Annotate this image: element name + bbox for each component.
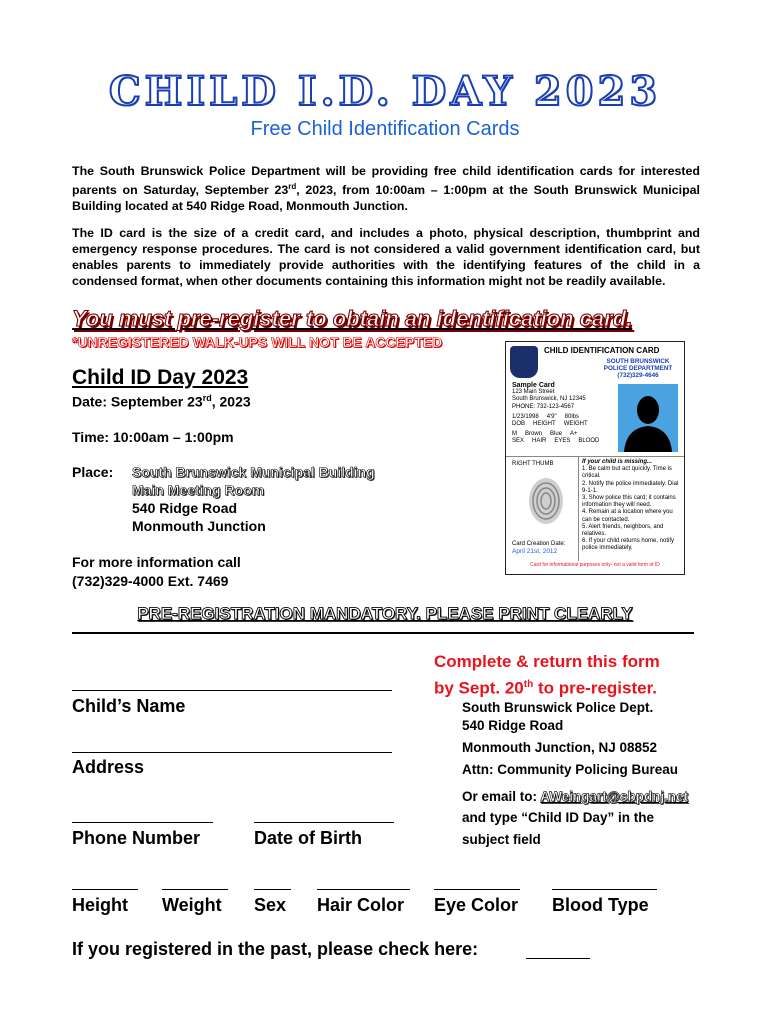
card-dept-phone: (732)329-4646 bbox=[617, 372, 659, 380]
event-info-phone: (732)329-4000 Ext. 7469 bbox=[72, 573, 229, 589]
dob-line[interactable] bbox=[254, 822, 394, 823]
childs-name-line[interactable] bbox=[72, 690, 392, 691]
card-footer: Card for informational purposes only- not a valid form of ID bbox=[530, 562, 660, 568]
mail-addr4: Attn: Community Policing Bureau bbox=[462, 762, 678, 777]
missing-step: 5. Alert friends, neighbors, and relatives. bbox=[582, 523, 664, 538]
height-line[interactable] bbox=[72, 889, 138, 890]
hair-label: Hair Color bbox=[317, 895, 405, 915]
return-line1: Complete & return this form bbox=[434, 652, 660, 671]
event-info-line1: For more information call bbox=[72, 554, 241, 570]
card-hair-lbl: HAIR bbox=[532, 438, 547, 445]
card-creation-date: April 21st, 2012 bbox=[512, 548, 558, 555]
card-blood-lbl: BLOOD bbox=[578, 438, 600, 445]
eye-line[interactable] bbox=[434, 889, 520, 890]
missing-step: 4. Remain at a location where you can be contacted. bbox=[582, 509, 673, 523]
event-place-building: South Brunswick Municipal Building bbox=[132, 464, 375, 480]
card-dept-line1: SOUTH BRUNSWICK bbox=[606, 358, 670, 365]
card-back bbox=[506, 457, 684, 574]
sex-line[interactable] bbox=[254, 889, 291, 890]
card-sex-val: M bbox=[512, 431, 517, 438]
child-photo-icon bbox=[618, 384, 678, 452]
card-dob-lbl: DOB bbox=[512, 421, 526, 428]
card-sample: Sample Card bbox=[512, 382, 555, 389]
card-title: CHILD IDENTIFICATION CARD bbox=[544, 346, 660, 355]
divider bbox=[72, 632, 694, 634]
event-heading: Child ID Day 2023 bbox=[72, 366, 249, 389]
sample-id-card bbox=[505, 341, 685, 575]
card-height-val: 4'9" bbox=[546, 413, 557, 420]
weight-label: Weight bbox=[162, 895, 222, 915]
missing-step: 3. Show police this card; it contains information they will need. bbox=[582, 495, 676, 509]
email-prefix: Or email to: bbox=[462, 789, 541, 804]
card-eyes-val: Blue bbox=[550, 431, 563, 438]
past-registration-check-line[interactable] bbox=[526, 958, 590, 959]
height-label: Height bbox=[72, 895, 128, 915]
card-addr2: South Brunswick, NJ 12345 bbox=[512, 396, 586, 403]
address-line[interactable] bbox=[72, 752, 392, 753]
police-badge-icon bbox=[510, 346, 538, 378]
eye-label: Eye Color bbox=[434, 895, 519, 915]
missing-step: 6. If your child returns home, notify police immediately. bbox=[582, 538, 675, 552]
card-dept-line2: POLICE DEPARTMENT bbox=[603, 365, 673, 373]
card-front bbox=[506, 342, 684, 457]
missing-steps bbox=[582, 459, 682, 553]
card-weight-val: 80lbs bbox=[564, 413, 579, 420]
event-time: Time: 10:00am – 1:00pm bbox=[72, 429, 234, 445]
intro-p1-text-b: , 2023, from 10:00am – 1:00pm at the South Brunswick Municipal Building located at 540 Ridge Road, Monmouth Junction. bbox=[72, 183, 700, 214]
card-blood-val: A+ bbox=[570, 431, 578, 438]
weight-line[interactable] bbox=[162, 889, 228, 890]
card-thumb-label: RIGHT THUMB bbox=[512, 461, 554, 467]
thumbprint-icon bbox=[526, 475, 566, 530]
mail-addr1: South Brunswick Police Dept. bbox=[462, 700, 654, 715]
page-title: CHILD I.D. DAY 2023 bbox=[108, 68, 662, 115]
intro-p1-text: The South Brunswick Police Department will be providing free child identification cards for interested parents on Saturday, September 23 bbox=[72, 164, 700, 198]
mail-addr2: 540 Ridge Road bbox=[462, 718, 564, 733]
card-height-lbl: HEIGHT bbox=[533, 421, 556, 428]
card-sex-lbl: SEX bbox=[512, 438, 525, 445]
walkups-warning: *UNREGISTERED WALK-UPS WILL NOT BE ACCEPTED bbox=[72, 334, 443, 350]
card-row-labels-1 bbox=[512, 421, 616, 428]
page-subtitle: Free Child Identification Cards bbox=[250, 118, 520, 140]
event-place-street: 540 Ridge Road bbox=[132, 500, 238, 516]
preregister-notice: You must pre-register to obtain an identification card. bbox=[72, 306, 633, 331]
card-details bbox=[512, 382, 616, 446]
mail-addr3: Monmouth Junction, NJ 08852 bbox=[462, 740, 658, 755]
intro-p1-sup: rd bbox=[288, 182, 297, 191]
childs-name-label: Child’s Name bbox=[72, 696, 186, 716]
event-date bbox=[72, 393, 251, 410]
card-eyes-lbl: EYES bbox=[554, 438, 571, 445]
event-date-year: , 2023 bbox=[211, 393, 251, 410]
return-rest: to pre-register. bbox=[533, 678, 657, 698]
card-row-labels-2 bbox=[512, 438, 616, 445]
return-sup: th bbox=[523, 679, 534, 690]
email-line2: and type “Child ID Day” in the bbox=[462, 810, 655, 825]
missing-step: 1. Be calm but act quickly. Time is critical. bbox=[582, 466, 672, 480]
card-weight-lbl: WEIGHT bbox=[563, 421, 588, 428]
card-phone: PHONE: 732-123-4567 bbox=[512, 403, 575, 410]
phone-label: Phone Number bbox=[72, 828, 201, 848]
card-dob-val: 1/23/1998 bbox=[512, 413, 539, 420]
email-line bbox=[462, 789, 688, 804]
card-row-values-2 bbox=[512, 431, 616, 438]
return-line2 bbox=[434, 673, 657, 700]
event-place-room: Main Meeting Room bbox=[132, 482, 265, 498]
event-date-text: Date: September 23 bbox=[72, 393, 203, 410]
return-date: by Sept. 20 bbox=[434, 678, 524, 698]
card-creation-label: Card Creation Date: bbox=[512, 541, 566, 547]
past-registration-label: If you registered in the past, please check here: bbox=[72, 939, 479, 959]
event-place-label: Place: bbox=[72, 464, 114, 480]
address-label: Address bbox=[72, 757, 145, 777]
card-hair-val: Brown bbox=[525, 431, 543, 438]
intro-paragraph-1 bbox=[72, 163, 700, 214]
card-dept bbox=[598, 358, 678, 380]
intro-paragraph-2: The ID card is the size of a credit card, and includes a photo, physical description, thumbprint and emergency response procedures. The card is not considered a valid government identification card, but enables parents to immediately provide authorities with the identifying features of the child in a condensed format, when other documents containing this information might not be readily available. bbox=[72, 226, 700, 288]
hair-line[interactable] bbox=[317, 889, 410, 890]
email-line3: subject field bbox=[462, 832, 541, 847]
email-link[interactable]: AWeingart@sbpdnj.net bbox=[540, 789, 689, 804]
event-date-sup: rd bbox=[202, 393, 212, 403]
phone-line[interactable] bbox=[72, 822, 213, 823]
blood-label: Blood Type bbox=[552, 895, 649, 915]
mandatory-notice: PRE-REGISTRATION MANDATORY. PLEASE PRINT CLEARLY bbox=[137, 604, 633, 623]
missing-step: 2. Notify the police immediately. Dial 9-1-1. bbox=[582, 480, 679, 494]
blood-line[interactable] bbox=[552, 889, 657, 890]
missing-heading: If your child is missing... bbox=[582, 459, 653, 465]
card-row-values-1 bbox=[512, 414, 616, 421]
sex-label: Sex bbox=[254, 895, 287, 915]
event-place-town: Monmouth Junction bbox=[132, 518, 266, 534]
dob-label: Date of Birth bbox=[254, 828, 362, 848]
card-addr1: 123 Main Street bbox=[512, 389, 555, 396]
